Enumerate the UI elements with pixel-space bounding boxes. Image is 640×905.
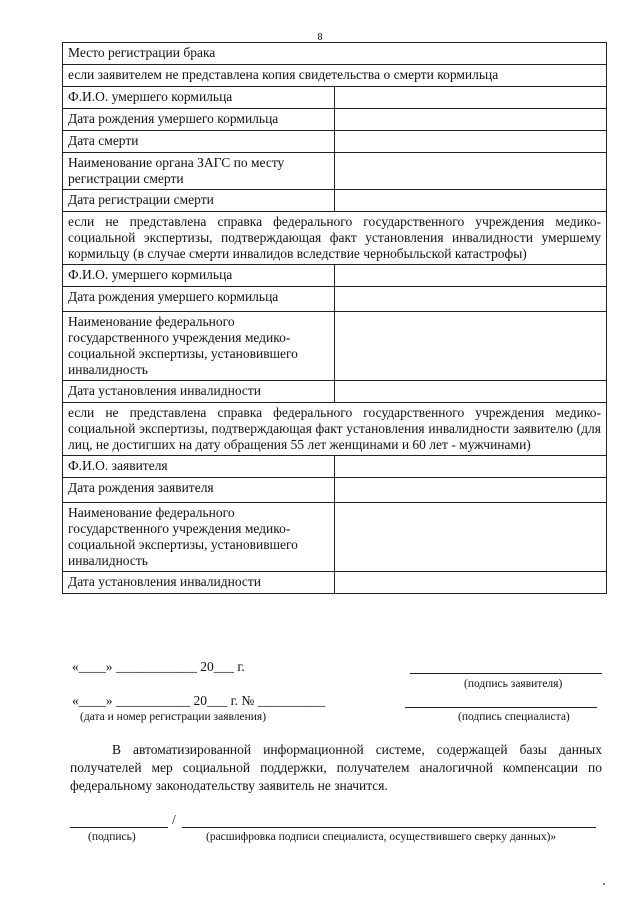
death-date-label: Дата смерти	[63, 131, 335, 153]
table-row	[63, 287, 607, 312]
application-date-line[interactable]: «____» ____________ 20___ г.	[72, 659, 245, 674]
applicant-signature-line[interactable]	[410, 673, 602, 674]
death-registration-date-field[interactable]	[335, 190, 607, 212]
table-row	[63, 109, 607, 131]
table-row	[63, 131, 607, 153]
disability-date-label-1: Дата установления инвалидности	[63, 381, 335, 403]
registration-date-line[interactable]: «____» ___________ 20___ г. № __________	[72, 693, 326, 708]
table-row	[63, 381, 607, 403]
decoding-caption: (расшифровка подписи специалиста, осуществившего сверку данных)»	[206, 831, 557, 843]
zags-name-label: Наименование органа ЗАГС по месту регистрации смерти	[63, 153, 335, 190]
disability-date-field-1[interactable]	[335, 381, 607, 403]
applicant-birth-field[interactable]	[335, 478, 607, 503]
deceased-birth-label-2: Дата рождения умершего кормильца	[63, 287, 335, 312]
table-row	[63, 153, 607, 190]
disability-date-field-2[interactable]	[335, 572, 607, 594]
deceased-birth-field-2[interactable]	[335, 287, 607, 312]
specialist-signature-line[interactable]	[405, 707, 597, 708]
table-row	[63, 478, 607, 503]
institution-label-1: Наименование федерального государственного учреждения медико-социальной экспертизы, установившего инвалидность	[63, 312, 335, 381]
table-row	[63, 212, 607, 265]
application-form-table	[62, 42, 607, 594]
table-row	[63, 403, 607, 456]
section-deceased-disability: если не представлена справка федерального государственного учреждения медико-социальной экспертизы, подтверждающая факт установления инвалидности умершему кормильцу (в случае смерти инвалидов вследствие чернобыльской катастрофы)	[63, 212, 607, 265]
signature-line[interactable]	[70, 827, 168, 828]
page-number: 8	[317, 32, 323, 43]
institution-field-2[interactable]	[335, 503, 607, 572]
specialist-signature-caption: (подпись специалиста)	[458, 711, 570, 723]
deceased-name-field-2[interactable]	[335, 265, 607, 287]
table-row	[63, 65, 607, 87]
institution-field-1[interactable]	[335, 312, 607, 381]
death-date-field[interactable]	[335, 131, 607, 153]
table-row	[63, 456, 607, 478]
table-row	[63, 87, 607, 109]
zags-name-field[interactable]	[335, 153, 607, 190]
signature-caption: (подпись)	[88, 831, 136, 843]
section-applicant-disability: если не представлена справка федерального государственного учреждения медико-социальной экспертизы, подтверждающая факт установления инвалидности заявителю (для лиц, не достигших на дату обращения 55 лет женщинами и 60 лет - мужчинами)	[63, 403, 607, 456]
deceased-name-label: Ф.И.О. умершего кормильца	[63, 87, 335, 109]
applicant-birth-label: Дата рождения заявителя	[63, 478, 335, 503]
applicant-signature-caption: (подпись заявителя)	[464, 678, 563, 690]
table-row	[63, 312, 607, 381]
death-registration-date-label: Дата регистрации смерти	[63, 190, 335, 212]
section-death-certificate: если заявителем не представлена копия свидетельства о смерти кормильца	[63, 65, 607, 87]
table-row	[63, 572, 607, 594]
table-row	[63, 503, 607, 572]
deceased-name-label-2: Ф.И.О. умершего кормильца	[63, 265, 335, 287]
marriage-place-label: Место регистрации брака	[63, 43, 607, 65]
deceased-birth-label: Дата рождения умершего кормильца	[63, 109, 335, 131]
table-row	[63, 190, 607, 212]
database-statement: В автоматизированной информационной системе, содержащей базы данных получателей мер социальной поддержки, получателем аналогичной компенсации по федеральному законодательству заявитель не значится.	[70, 742, 602, 793]
slash-separator: /	[172, 812, 176, 827]
table-row	[63, 43, 607, 65]
applicant-name-label: Ф.И.О. заявителя	[63, 456, 335, 478]
registration-caption: (дата и номер регистрации заявления)	[80, 711, 267, 723]
applicant-name-field[interactable]	[335, 456, 607, 478]
scan-speck	[603, 883, 605, 885]
disability-date-label-2: Дата установления инвалидности	[63, 572, 335, 594]
decoding-line[interactable]	[182, 827, 596, 828]
institution-label-2: Наименование федерального государственного учреждения медико-социальной экспертизы, установившего инвалидность	[63, 503, 335, 572]
table-row	[63, 265, 607, 287]
deceased-name-field[interactable]	[335, 87, 607, 109]
deceased-birth-field[interactable]	[335, 109, 607, 131]
